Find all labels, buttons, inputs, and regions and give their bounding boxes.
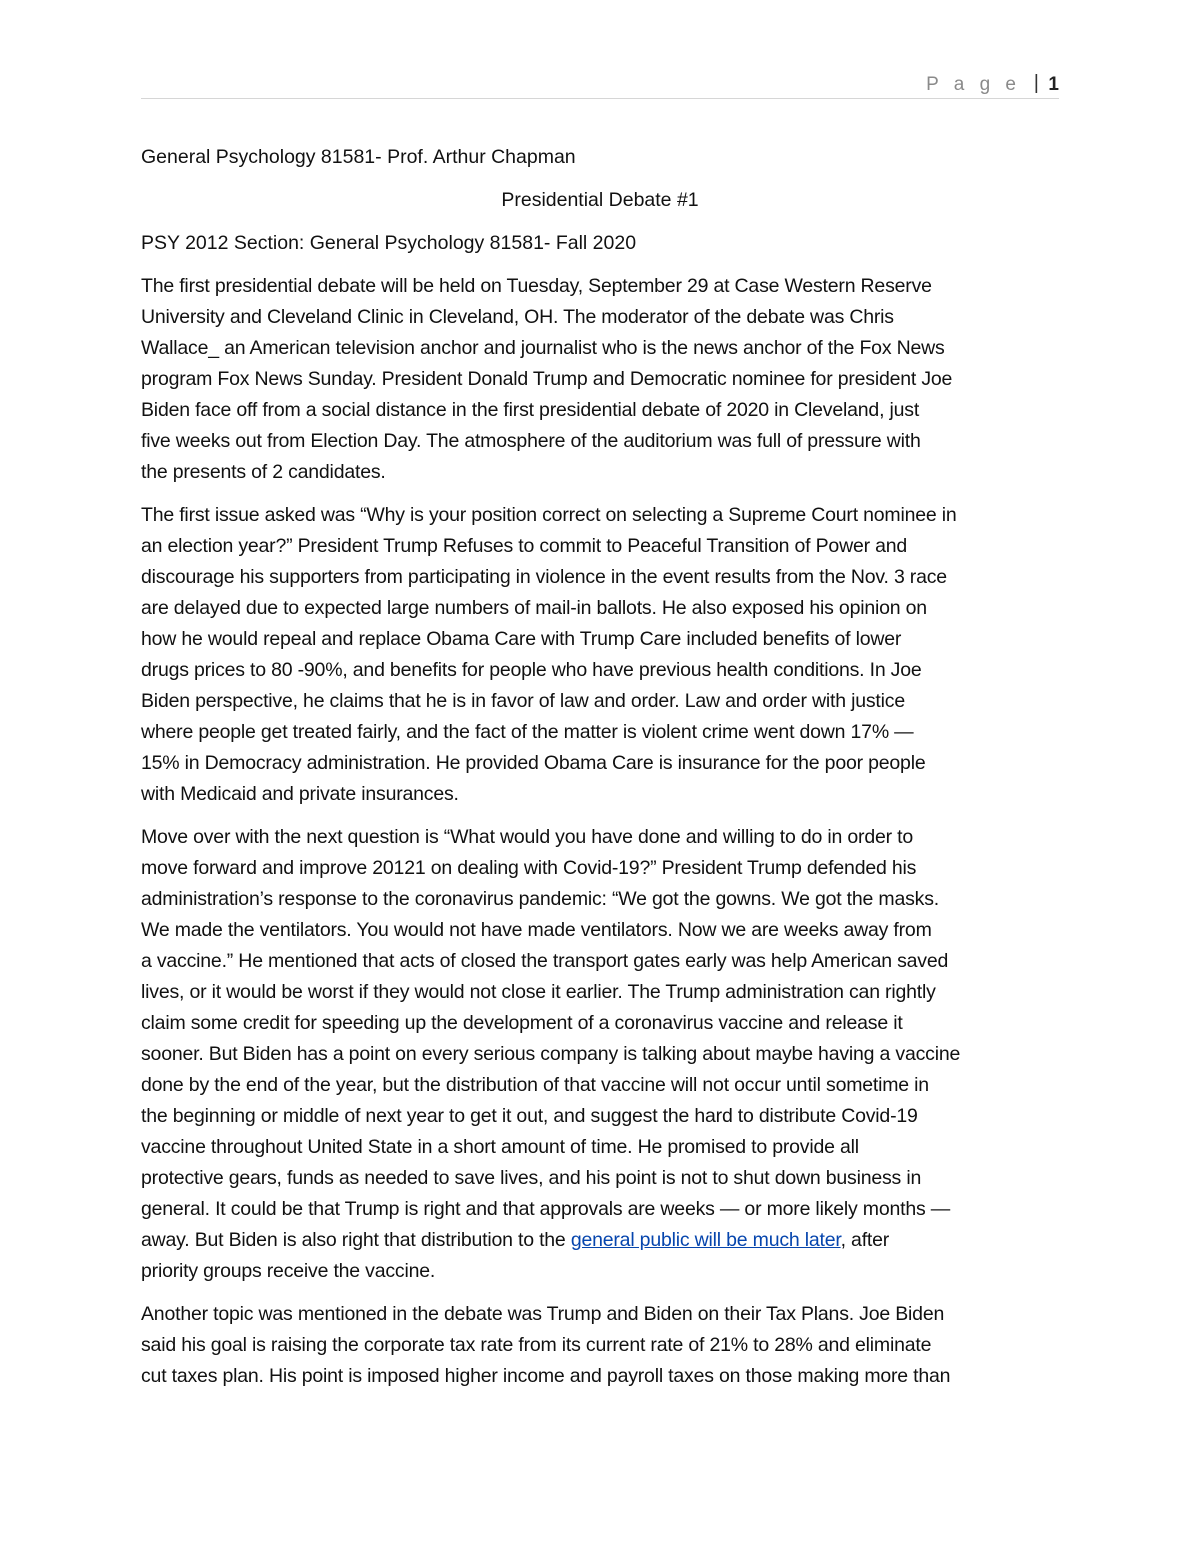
- paragraph-4: [141, 1299, 1059, 1392]
- document-body: [141, 142, 1059, 1404]
- text-line: Wallace_ an American television anchor and journalist who is the news anchor of the Fox News: [141, 337, 945, 359]
- text-line: The first presidential debate will be held on Tuesday, September 29 at Case Western Reserve: [141, 275, 932, 297]
- text-line: administration’s response to the coronavirus pandemic: “We got the gowns. We got the masks.: [141, 888, 939, 910]
- text-line: how he would repeal and replace Obama Care with Trump Care included benefits of lower: [141, 628, 902, 650]
- paragraph-1: [141, 271, 1059, 488]
- text-line: claim some credit for speeding up the development of a coronavirus vaccine and release it: [141, 1012, 903, 1034]
- paragraph-2: [141, 500, 1059, 810]
- text-line: general. It could be that Trump is right and that approvals are weeks — or more likely months —: [141, 1198, 951, 1220]
- text-line: the beginning or middle of next year to get it out, and suggest the hard to distribute Covid-19: [141, 1105, 918, 1127]
- text-line: program Fox News Sunday. President Donald Trump and Democratic nominee for president Joe: [141, 368, 953, 390]
- text-line: said his goal is raising the corporate tax rate from its current rate of 21% to 28% and eliminate: [141, 1334, 932, 1356]
- text-line: lives, or it would be worst if they would not close it earlier. The Trump administration can rightly: [141, 981, 936, 1003]
- text-line: discourage his supporters from participating in violence in the event results from the Nov. 3 race: [141, 566, 947, 588]
- text-line: Move over with the next question is “What would you have done and willing to do in order to: [141, 826, 913, 848]
- section-line: PSY 2012 Section: General Psychology 81581- Fall 2020: [141, 232, 637, 254]
- page-header: [141, 72, 1059, 99]
- text-line: a vaccine.” He mentioned that acts of closed the transport gates early was help American saved: [141, 950, 949, 972]
- text-line: drugs prices to 80 -90%, and benefits for people who have previous health conditions. In Joe: [141, 659, 922, 681]
- text-line: priority groups receive the vaccine.: [141, 1260, 436, 1282]
- text-line: cut taxes plan. His point is imposed higher income and payroll taxes on those making more than: [141, 1365, 951, 1387]
- document-title: Presidential Debate #1: [501, 189, 699, 211]
- link-line-before: away. But Biden is also right that distribution to the: [141, 1229, 571, 1251]
- text-line: Another topic was mentioned in the debate was Trump and Biden on their Tax Plans. Joe Biden: [141, 1303, 945, 1325]
- course-line: General Psychology 81581- Prof. Arthur Chapman: [141, 146, 576, 168]
- text-line: Biden face off from a social distance in the first presidential debate of 2020 in Cleveland, just: [141, 399, 920, 421]
- text-line: The first issue asked was “Why is your position correct on selecting a Supreme Court nominee in: [141, 504, 957, 526]
- page-number: 1: [1048, 74, 1059, 95]
- paragraph-3: [141, 822, 1059, 1287]
- page-label: P a g e: [926, 74, 1021, 95]
- text-line: sooner. But Biden has a point on every serious company is talking about maybe having a vaccine: [141, 1043, 961, 1065]
- general-public-link[interactable]: general public will be much later: [570, 1229, 841, 1251]
- text-line: an election year?” President Trump Refuses to commit to Peaceful Transition of Power and: [141, 535, 908, 557]
- text-line-with-link: [141, 1225, 1059, 1256]
- text-line: where people get treated fairly, and the fact of the matter is violent crime went down 17% —: [141, 721, 914, 743]
- text-line: University and Cleveland Clinic in Cleveland, OH. The moderator of the debate was Chris: [141, 306, 894, 328]
- text-line: with Medicaid and private insurances.: [141, 783, 459, 805]
- text-line: the presents of 2 candidates.: [141, 461, 386, 483]
- text-line: are delayed due to expected large numbers of mail-in ballots. He also exposed his opinion on: [141, 597, 927, 619]
- text-line: done by the end of the year, but the distribution of that vaccine will not occur until sometime in: [141, 1074, 929, 1096]
- page-separator: |: [1033, 72, 1039, 94]
- text-line: move forward and improve 20121 on dealing with Covid-19?” President Trump defended his: [141, 857, 917, 879]
- text-line: Biden perspective, he claims that he is in favor of law and order. Law and order with justice: [141, 690, 905, 712]
- text-line: five weeks out from Election Day. The atmosphere of the auditorium was full of pressure with: [141, 430, 921, 452]
- text-line: We made the ventilators. You would not have made ventilators. Now we are weeks away from: [141, 919, 932, 941]
- link-line-after: , after: [840, 1229, 890, 1251]
- text-line: protective gears, funds as needed to save lives, and his point is not to shut down business in: [141, 1167, 922, 1189]
- text-line: vaccine throughout United State in a short amount of time. He promised to provide all: [141, 1136, 859, 1158]
- text-line: 15% in Democracy administration. He provided Obama Care is insurance for the poor people: [141, 752, 926, 774]
